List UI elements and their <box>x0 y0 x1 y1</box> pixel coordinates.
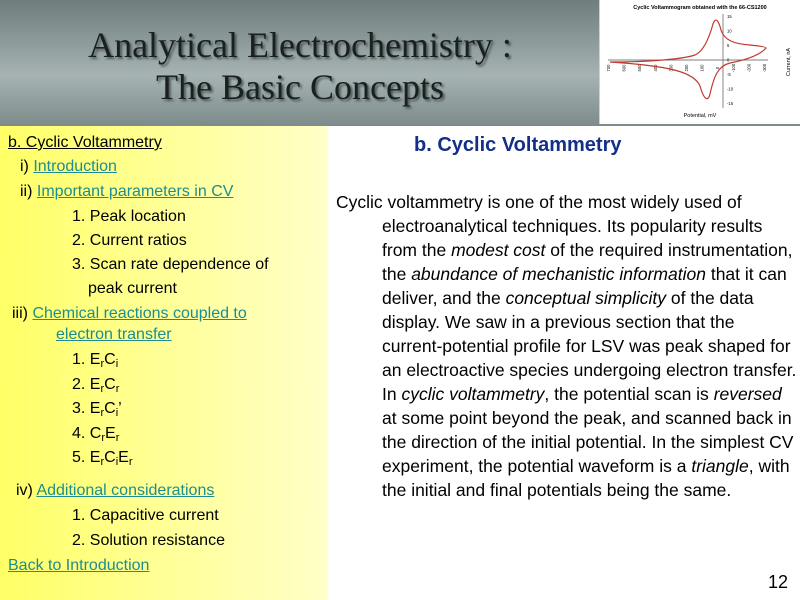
intro-prefix: i) <box>20 158 34 175</box>
sidebar-item-chemical-reactions-cont <box>56 326 172 344</box>
mechanism-subscript: i <box>115 407 119 419</box>
sidebar-outline <box>0 126 328 600</box>
paragraph-text: of the data display. We saw in a previous section that the current-potential profile for LSV was peak shaped for an electroactive species undergoing electron transfer. In <box>382 288 797 404</box>
emphasis-text: modest cost <box>451 240 546 260</box>
cv-y-tick-label: 5 <box>727 43 730 48</box>
cv-x-ticks <box>606 63 767 72</box>
cv-x-tick-label: 500 <box>637 64 643 72</box>
cv-y-tick-label: 15 <box>727 14 732 19</box>
cv-y-tick-label: 0 <box>727 57 730 63</box>
cv-y-tick-label: -15 <box>727 101 734 106</box>
mechanism-letter: E <box>89 375 101 393</box>
mechanism-number: 5. <box>72 449 90 466</box>
mechanism-subscript: r <box>115 382 120 395</box>
mechanism-item <box>72 449 133 468</box>
sidebar-heading: b. Cyclic Voltammetry <box>8 134 162 151</box>
mechanism-subscript: r <box>100 407 105 419</box>
mechanism-item <box>72 351 118 370</box>
emphasis-text: cyclic voltammetry <box>401 384 545 404</box>
mechanism-letter: C <box>89 424 102 442</box>
cv-x-tick-label: 600 <box>621 64 627 72</box>
paragraph-text: Cyclic voltammetry is one of the most widely used of electroanalytical techniques. Its popularity results from the <box>336 192 763 260</box>
mechanism-number: 1. <box>72 351 90 368</box>
mechanism-number: 3. <box>72 400 90 417</box>
cv-curve <box>610 20 766 99</box>
important-parameters-link[interactable]: Important parameters in CV <box>36 183 234 200</box>
cv-x-tick-label: 0 <box>715 66 721 70</box>
cv-x-tick-label: 300 <box>668 64 674 72</box>
param-item: 1. Peak location <box>72 208 186 225</box>
param-item: peak current <box>88 280 177 297</box>
mechanism-subscript: r <box>100 456 105 468</box>
title-line-2: The Basic Concepts <box>156 67 444 107</box>
emphasis-text: reversed <box>713 384 782 404</box>
title-line-1: Analytical Electrochemistry : <box>88 25 512 65</box>
mechanism-item <box>72 376 119 395</box>
cv-thumb-title: Cyclic Voltammogram obtained with the 66-CS1200 <box>633 5 767 11</box>
mechanism-number: 4. <box>72 424 90 442</box>
mechanism-letter: C <box>104 375 116 393</box>
mechanism-letter: E <box>105 424 116 442</box>
cv-x-tick-label: -200 <box>746 63 752 73</box>
paragraph-text: that it can deliver, and the <box>382 264 787 308</box>
additional-prefix: iv) <box>16 482 37 499</box>
mechanism-subscript: r <box>128 456 133 468</box>
mechanism-subscript: r <box>101 431 106 444</box>
paragraph-text: of the required instrumentation, the <box>382 240 793 284</box>
cv-x-tick-label: -300 <box>762 63 767 73</box>
emphasis-text: conceptual simplicity <box>505 288 667 308</box>
cv-y-label: Current, nA <box>786 47 792 77</box>
mechanism-subscript: i <box>115 456 119 468</box>
back-to-introduction-link[interactable]: Back to Introduction <box>8 557 150 574</box>
sidebar-item-introduction <box>20 158 117 176</box>
emphasis-text: triangle <box>691 456 749 476</box>
mechanism-letter: E <box>118 449 129 466</box>
params-prefix: ii) <box>20 183 37 200</box>
cv-x-tick-label: 400 <box>652 64 658 72</box>
param-item: 2. Current ratios <box>72 232 187 249</box>
mechanism-subscript: i <box>115 358 119 370</box>
mechanism-letter: E <box>89 400 101 417</box>
mechanism-letter: C <box>104 400 116 417</box>
introduction-link[interactable]: Introduction <box>33 158 117 175</box>
content-paragraph <box>336 190 798 502</box>
sidebar-item-additional <box>16 482 214 500</box>
slide-title <box>20 24 580 108</box>
cv-x-tick-label: -100 <box>730 63 736 73</box>
mechanism-subscript: r <box>100 358 105 370</box>
page-number: 12 <box>768 572 789 592</box>
mechanism-letter: E <box>89 449 101 466</box>
mechanism-subscript: r <box>115 431 120 444</box>
mechanism-subscript: r <box>100 382 105 395</box>
mechanism-letter: C <box>104 449 116 466</box>
cv-x-tick-label: 200 <box>684 64 689 72</box>
cv-x-tick-label: 100 <box>699 64 705 72</box>
chemical-reactions-link[interactable]: Chemical reactions coupled to <box>32 305 247 322</box>
mechanism-item <box>72 400 122 419</box>
cv-y-tick-label: -5 <box>727 72 731 77</box>
emphasis-text: abundance of mechanistic information <box>411 264 706 284</box>
additional-item: 1. Capacitive current <box>72 507 219 524</box>
mechanism-letter: E <box>89 351 101 368</box>
cv-y-tick-label: 10 <box>727 28 732 34</box>
cv-x-tick-label: 700 <box>606 64 611 72</box>
sidebar-item-chemical-reactions <box>12 305 247 323</box>
chem-prefix: iii) <box>12 305 33 322</box>
sidebar-item-parameters <box>20 183 233 201</box>
additional-item: 2. Solution resistance <box>72 532 225 549</box>
chemical-reactions-link-line2[interactable]: electron transfer <box>56 326 172 343</box>
paragraph-text: , the potential scan is <box>544 384 714 404</box>
additional-considerations-link[interactable]: Additional considerations <box>36 482 215 499</box>
cyclic-voltammogram-thumbnail <box>599 0 800 124</box>
mechanism-item <box>72 425 119 444</box>
main-content <box>328 126 800 600</box>
cv-thumbnail-svg <box>600 0 800 124</box>
content-title: b. Cyclic Voltammetry <box>414 134 622 156</box>
sidebar-item-back <box>8 557 149 575</box>
paragraph-text: at some point beyond the peak, and scanned back in the direction of the initial potential. In the simplest CV experiment, the potential waveform is a <box>382 408 794 476</box>
param-item: 3. Scan rate dependence of <box>72 256 269 273</box>
cv-x-label: Potential, mV <box>683 113 717 119</box>
mechanism-number: 2. <box>72 375 90 393</box>
cv-y-tick-label: -10 <box>727 86 734 92</box>
mechanism-prime: ’ <box>118 400 122 417</box>
paragraph-text: , with the initial and final potentials being the same. <box>382 456 790 500</box>
mechanism-letter: C <box>104 351 116 368</box>
